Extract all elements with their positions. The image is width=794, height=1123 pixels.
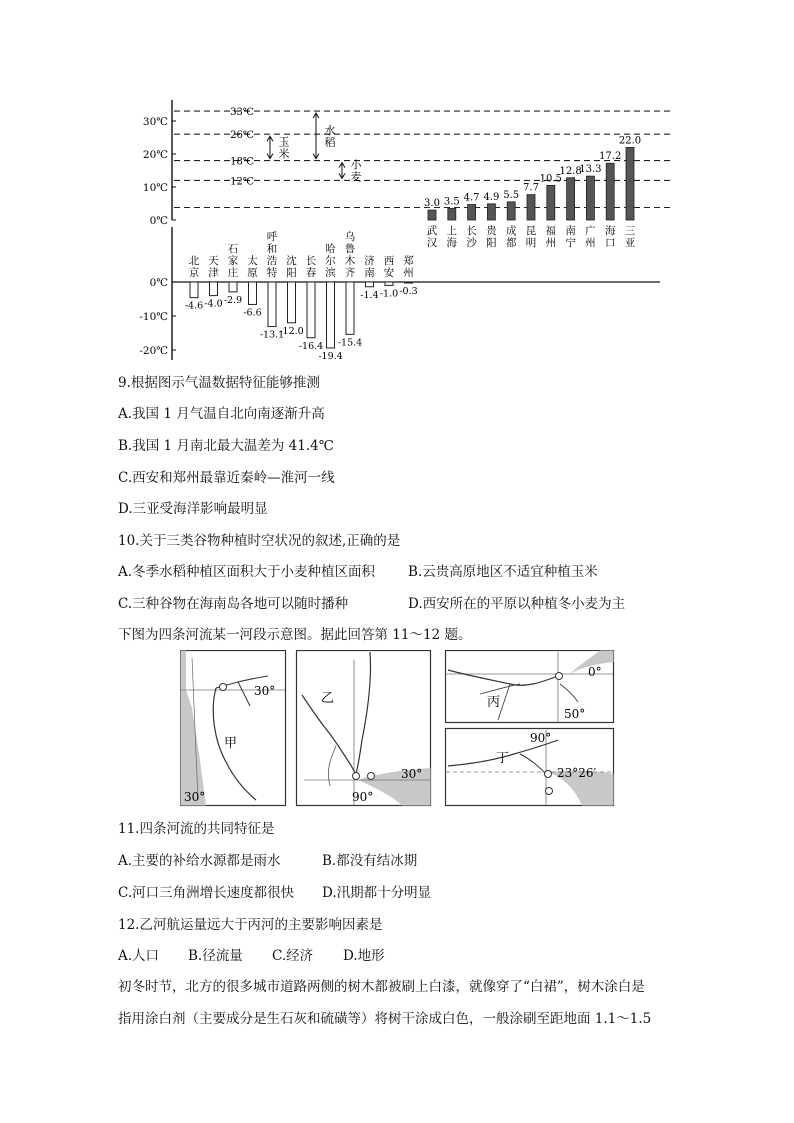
lower-category-label: 石家庄 bbox=[227, 243, 239, 279]
reference-line-label: 18℃ bbox=[230, 156, 254, 168]
q10-stem: 10.关于三类谷物种植时空状况的叙述,正确的是 bbox=[118, 533, 401, 549]
reference-line-label: 26℃ bbox=[230, 130, 254, 142]
upper-y-tick-label: 30℃ bbox=[142, 116, 168, 128]
upper-category-label: 广州 bbox=[585, 225, 596, 249]
lower-bar-value: -2.9 bbox=[223, 294, 243, 306]
lower-y-tick-label: -20℃ bbox=[139, 345, 168, 357]
lower-bar-value: -6.6 bbox=[243, 307, 262, 319]
q10-option-a[interactable]: A.冬季水稻种植区面积大于小麦种植区面积 bbox=[118, 564, 376, 580]
passage-line-2: 指用涂白剂（主要成分是生石灰和硫磺等）将树干涂成白色，一般涂刷至距地面 1.1～1.5 bbox=[118, 1011, 652, 1027]
lower-bar bbox=[190, 282, 198, 298]
q9-option-c[interactable]: C.西安和郑州最靠近秦岭—淮河一线 bbox=[118, 470, 335, 486]
map-bing bbox=[446, 651, 614, 723]
crop-range-label: 小麦 bbox=[350, 158, 362, 184]
upper-bar bbox=[527, 195, 535, 220]
map-ding-label: 丁 bbox=[496, 751, 510, 766]
upper-bar-value: 5.5 bbox=[503, 189, 520, 201]
q11-option-a[interactable]: A.主要的补给水源都是雨水 bbox=[118, 853, 281, 869]
lower-category-label: 呼和浩特 bbox=[266, 231, 278, 279]
map-ding-lon: 90° bbox=[530, 731, 552, 745]
map-yi bbox=[297, 651, 431, 806]
lower-category-label: 天津 bbox=[208, 255, 219, 279]
lower-bar-value: -12.0 bbox=[279, 325, 304, 337]
map-jia-lat-top: 30° bbox=[254, 684, 276, 698]
river-maps bbox=[180, 650, 616, 808]
upper-category-label: 海口 bbox=[604, 225, 616, 249]
map-ding-lat: 23°26′ bbox=[557, 766, 597, 780]
lower-bar-value: -4.6 bbox=[184, 300, 204, 312]
lower-category-label: 太原 bbox=[247, 255, 258, 279]
lower-bar bbox=[346, 282, 354, 334]
lower-category-label: 沈阳 bbox=[286, 255, 297, 279]
map-ding bbox=[446, 729, 614, 806]
upper-bar-value: 4.9 bbox=[483, 191, 500, 203]
q11-stem: 11.四条河流的共同特征是 bbox=[118, 821, 275, 837]
crop-range-label: 水稻 bbox=[324, 123, 336, 149]
map-bing-lon: 50° bbox=[564, 707, 586, 721]
temperature-chart bbox=[120, 92, 680, 364]
map-yi-lon: 90° bbox=[352, 790, 374, 804]
upper-bar-value: 12.8 bbox=[559, 165, 582, 177]
upper-category-label: 贵阳 bbox=[486, 225, 497, 249]
q10-option-c[interactable]: C.三种谷物在海南岛各地可以随时播种 bbox=[118, 596, 349, 612]
lower-bar-value: -0.3 bbox=[399, 286, 418, 298]
q12-option-b[interactable]: B.径流量 bbox=[188, 948, 243, 964]
upper-bar bbox=[567, 178, 575, 220]
lower-bar bbox=[210, 282, 218, 296]
lower-bar bbox=[366, 282, 374, 287]
upper-bar-value: 4.7 bbox=[463, 192, 480, 204]
q11-option-d[interactable]: D.汛期都十分明显 bbox=[322, 885, 432, 901]
q11-option-b[interactable]: B.都没有结冰期 bbox=[322, 853, 418, 869]
lower-bar bbox=[307, 282, 315, 338]
lower-bar-value: -16.4 bbox=[298, 340, 324, 352]
upper-bar bbox=[468, 204, 476, 220]
upper-bar-value: 3.5 bbox=[443, 196, 460, 208]
upper-bar bbox=[606, 163, 614, 220]
lower-bar bbox=[405, 282, 413, 283]
lower-bar-value: -1.4 bbox=[360, 289, 379, 301]
reference-line-label: 12℃ bbox=[230, 176, 254, 188]
lower-category-label: 北京 bbox=[188, 255, 200, 279]
map-yi-label: 乙 bbox=[321, 691, 335, 706]
map-bing-lat: 0° bbox=[588, 665, 602, 679]
upper-category-label: 成都 bbox=[505, 225, 517, 249]
lower-category-label: 哈尔滨 bbox=[325, 243, 336, 279]
lower-y-tick-label: 0℃ bbox=[149, 277, 168, 289]
lower-bar bbox=[385, 282, 393, 285]
q10-option-b[interactable]: B.云贵高原地区不适宜种植玉米 bbox=[408, 564, 598, 580]
lower-bar bbox=[249, 282, 257, 304]
upper-category-label: 上海 bbox=[446, 225, 458, 249]
lower-bar-value: -15.4 bbox=[337, 337, 363, 349]
map-jia bbox=[181, 651, 286, 806]
lower-bar bbox=[268, 282, 276, 327]
q9-option-b[interactable]: B.我国 1 月南北最大温差为 41.4℃ bbox=[118, 438, 334, 454]
lower-y-tick-label: -10℃ bbox=[139, 311, 168, 323]
upper-bar bbox=[428, 210, 436, 220]
upper-bar bbox=[547, 185, 555, 220]
upper-y-tick-label: 20℃ bbox=[142, 149, 168, 161]
lower-bar-value: -4.0 bbox=[204, 298, 223, 310]
upper-bar-value: 22.0 bbox=[618, 135, 642, 147]
crop-range-label: 玉米 bbox=[278, 135, 290, 161]
map-bing-label: 丙 bbox=[487, 695, 501, 710]
upper-category-label: 福州 bbox=[545, 225, 557, 249]
upper-bar bbox=[586, 176, 594, 220]
lower-bar bbox=[288, 282, 296, 323]
upper-bar bbox=[448, 208, 456, 220]
q9-stem: 9.根据图示气温数据特征能够推测 bbox=[118, 375, 320, 391]
lower-panel bbox=[139, 227, 660, 362]
upper-bar-value: 10.5 bbox=[539, 173, 562, 185]
q9-option-a[interactable]: A.我国 1 月气温自北向南逐渐升高 bbox=[118, 406, 325, 422]
map-yi-lat: 30° bbox=[401, 767, 423, 781]
upper-bar bbox=[507, 202, 515, 220]
map-jia-lat-bottom: 30° bbox=[184, 790, 206, 804]
upper-bar-value: 13.3 bbox=[579, 164, 602, 176]
q12-option-d[interactable]: D.地形 bbox=[343, 948, 385, 964]
lower-category-label: 济南 bbox=[364, 255, 375, 279]
lower-category-label: 乌鲁木齐 bbox=[344, 231, 356, 279]
lower-category-label: 长春 bbox=[305, 255, 317, 279]
upper-category-label: 昆明 bbox=[525, 225, 537, 249]
q12-stem: 12.乙河航运量远大于丙河的主要影响因素是 bbox=[118, 917, 383, 933]
upper-category-label: 武汉 bbox=[426, 225, 438, 249]
q10-option-d[interactable]: D.西安所在的平原以种植冬小麦为主 bbox=[408, 596, 626, 612]
reference-line-label: 33℃ bbox=[230, 107, 254, 119]
lower-bar-value: -19.4 bbox=[318, 350, 343, 362]
q12-option-c[interactable]: C.经济 bbox=[272, 948, 314, 964]
upper-y-tick-label: 10℃ bbox=[142, 182, 168, 194]
q11-option-c[interactable]: C.河口三角洲增长速度都很快 bbox=[118, 885, 295, 901]
upper-bar bbox=[626, 147, 634, 220]
q9-option-d[interactable]: D.三亚受海洋影响最明显 bbox=[118, 501, 268, 517]
upper-panel bbox=[143, 100, 672, 249]
upper-bar-value: 3.0 bbox=[424, 198, 440, 210]
lower-bar-value: -1.0 bbox=[379, 288, 399, 300]
upper-bar-value: 7.7 bbox=[523, 182, 539, 194]
intro-11-12: 下图为四条河流某一河段示意图。据此回答第 11～12 题。 bbox=[118, 627, 472, 643]
lower-category-label: 西安 bbox=[383, 255, 395, 279]
upper-category-label: 南宁 bbox=[565, 225, 576, 249]
lower-bar-value: -13.1 bbox=[259, 329, 285, 341]
map-jia-label: 甲 bbox=[224, 736, 238, 751]
upper-category-label: 三亚 bbox=[624, 225, 636, 249]
upper-bar bbox=[487, 204, 495, 220]
q12-option-a[interactable]: A.人口 bbox=[118, 948, 160, 964]
lower-category-label: 郑州 bbox=[403, 255, 414, 279]
upper-y-tick-label: 0℃ bbox=[149, 215, 168, 227]
lower-bar bbox=[327, 282, 335, 348]
lower-bar bbox=[229, 282, 237, 292]
passage-line-1: 初冬时节，北方的很多城市道路两侧的树木都被刷上白漆，就像穿了“白裙”，树木涂白是 bbox=[118, 979, 645, 995]
upper-bar-value: 17.2 bbox=[599, 151, 622, 163]
upper-category-label: 长沙 bbox=[466, 225, 477, 249]
